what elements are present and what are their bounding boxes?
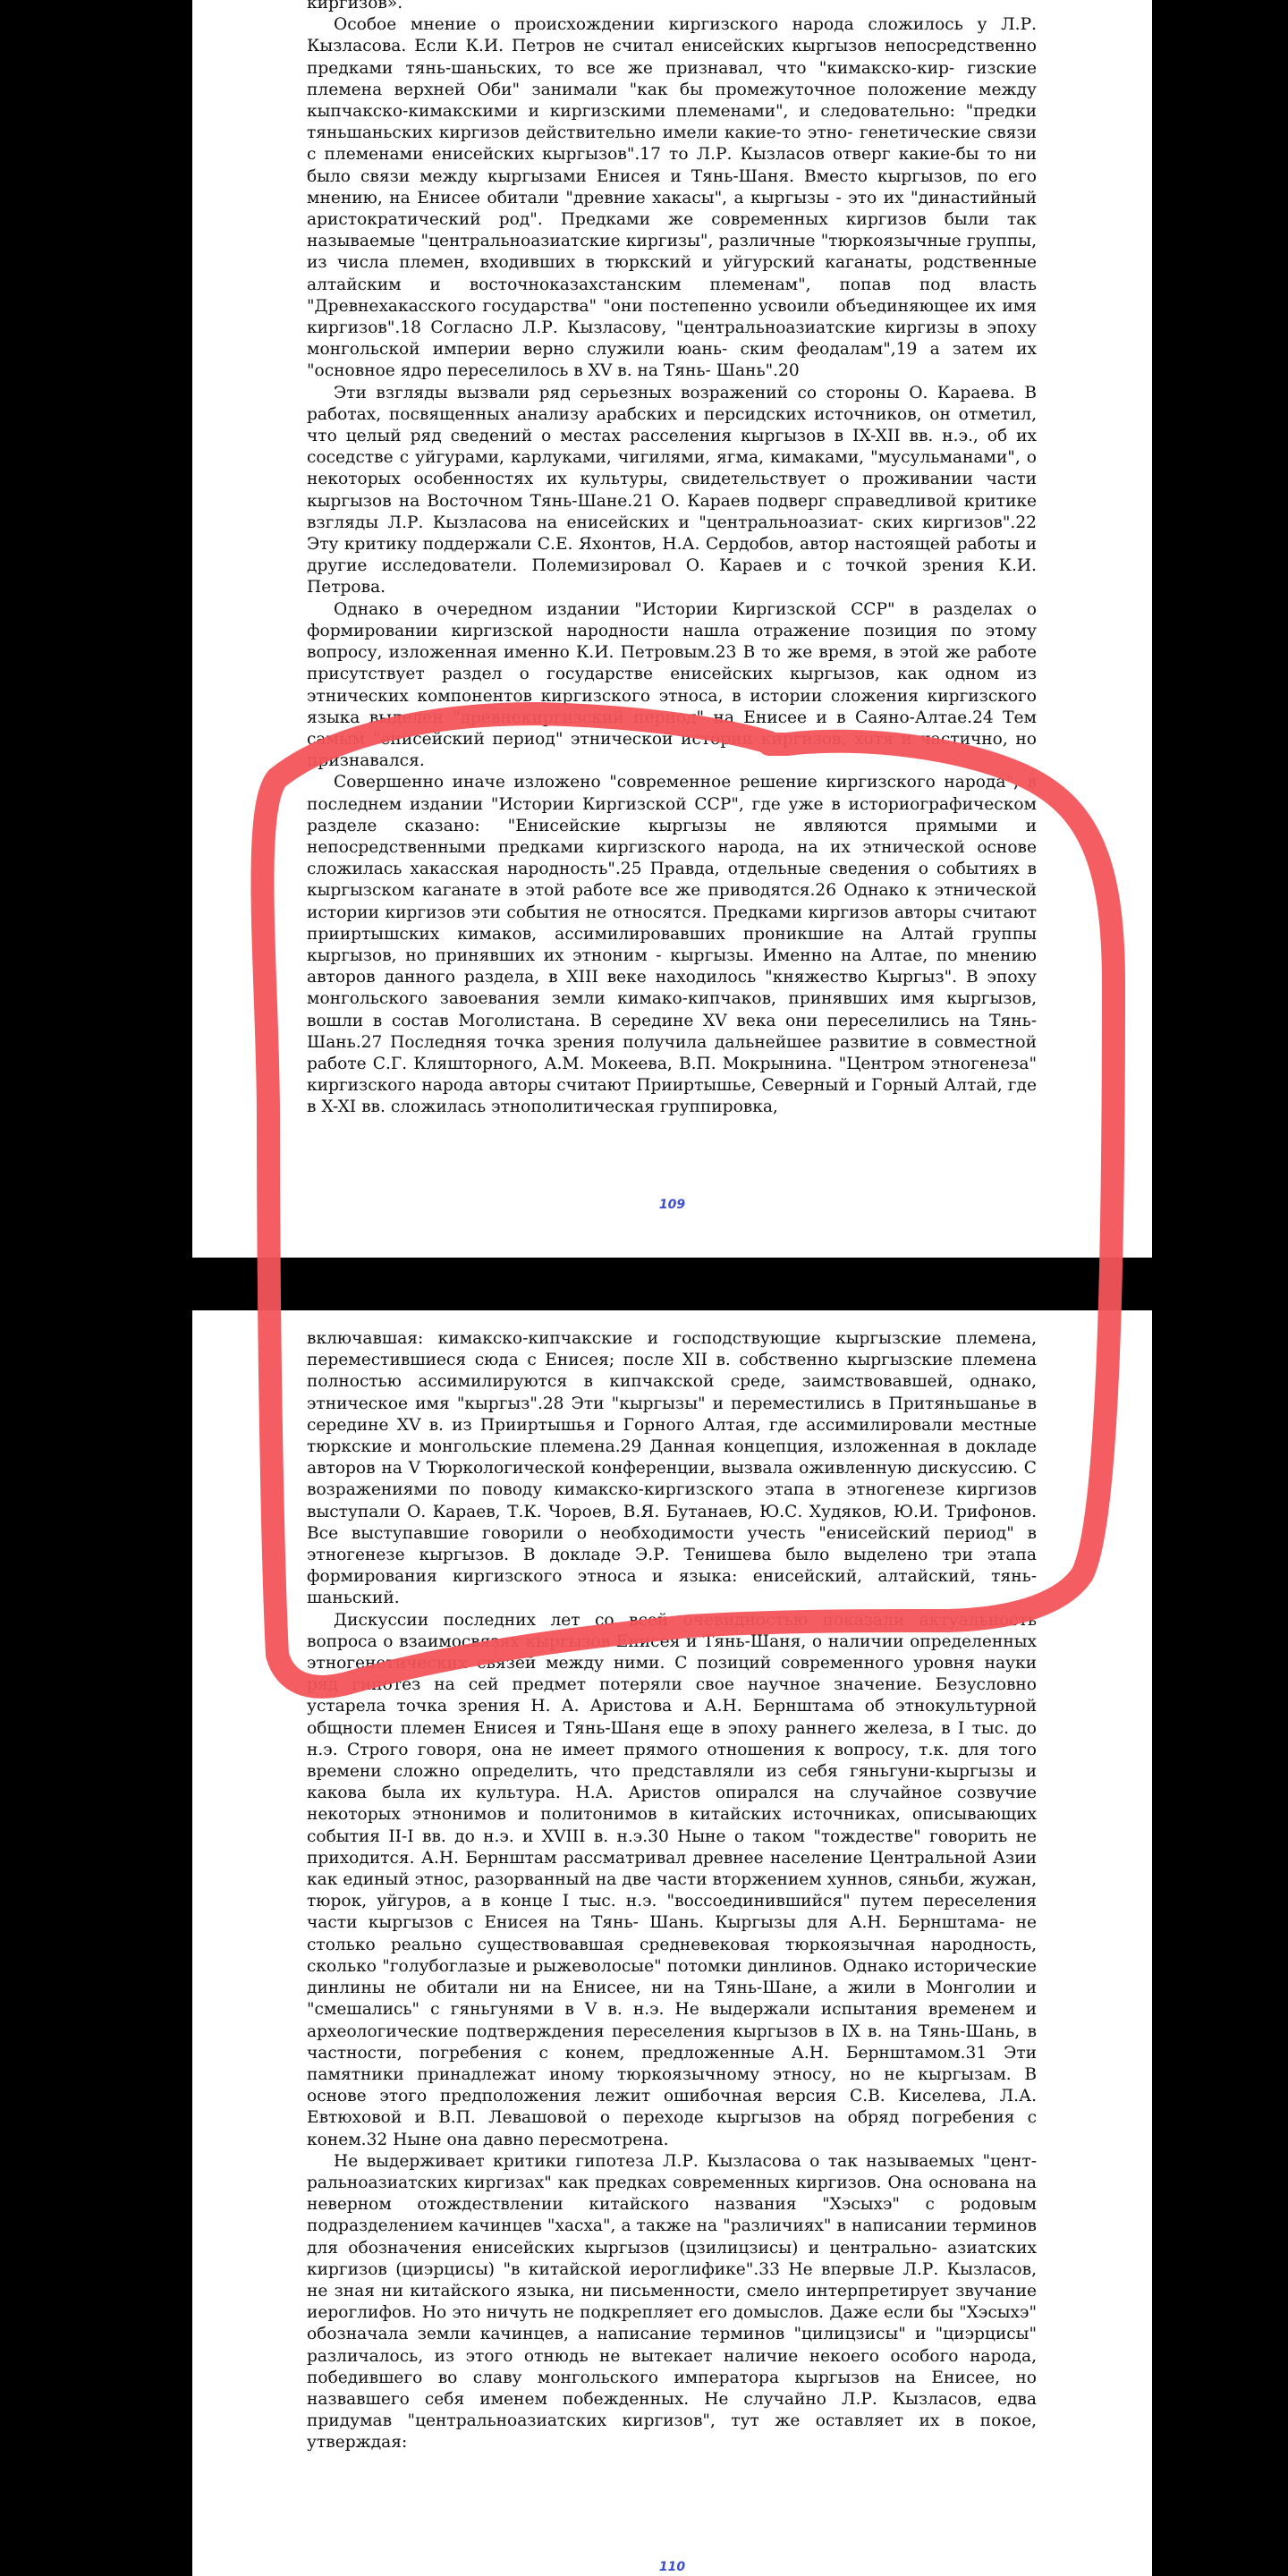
paragraph: включавшая: кимакско-кипчакские и господствующие кыргызские племена, переместившиеся сюда с Енисея; после XII в. собственно кыргызские племена полностью ассимилируются в кипчакской среде, заимствовавшей, однако, этническое имя "кыргыз".28 Эти "кыргызы" и переместились в Притяньшанье в середине XV в. из Прииртышья и Горного Алтая, где ассимилировали местные тюркские и монгольские племена.29 Данная концепция, изложенная в докладе авторов на V Тюркологической конференции, вызвала оживленную дискуссию. С возражениями по поводу кимакско-киргизского этапа в этногенезе киргизов выступали О. Караев, Т.К. Чороев, В.Я. Бутанаев, Ю.С. Худяков, Ю.И. Трифонов. Все выступавшие говорили о необходимости учесть "енисейский период" в этногенезе кыргызов. В докладе Э.Р. Тенишева было выделено три этапа формирования киргизского этноса и языка: енисейский, алтайский, тянь-шаньский.: [307, 1329, 1037, 1608]
paragraph: киргизов».: [307, 0, 403, 13]
document-page-109: [192, 0, 1152, 1258]
page-number: 110: [658, 2560, 686, 2574]
paragraph: Дискуссии последних лет со всей очевидностью показали актуальность вопроса о взаимосвязях кыргызов Енисея и Тянь-Шаня, о наличии определенных этногенетических связей между ними. С позиций современного уровня науки ряд гипотез на сей предмет потеряли свое научное значение. Безусловно устарела точка зрения Н. А. Аристова и А.Н. Бернштама об этнокультурной общности племен Енисея и Тянь-Шаня еще в эпоху раннего железа, в I тыс. до н.э. Строго говоря, она не имеет прямого отношения к вопросу, т.к. для того времени сложно определить, что представляли из себя гяньгуни-кыргызы и какова была их культура. Н.А. Аристов опирался на случайное созвучие некоторых этнонимов и политонимов в китайских источниках, описывающих события II-I вв. до н.э. и XVIII в. н.э.30 Ныне о таком "тождестве" говорить не приходится. А.Н. Бернштам рассматривал древнее население Центральной Азии как единый этнос, разорванный на две части вторжением хуннов, сяньби, жужан, тюрок, уйгуров, а в конце I тыс. н.э. "воссоединившийся" путем переселения части кыргызов с Енисея на Тянь- Шань. Кыргызы для А.Н. Бернштама- не столько реально существовавшая средневековая тюркоязычная народность, сколько "голубоглазые и рыжеволосые" потомки динлинов. Однако исторические динлины не обитали ни на Енисее, ни на Тянь-Шане, а жили в Монголии и "смешались" с гяньгунями в V в. н.э. Не выдержали испытания временем и археологические подтверждения переселения кыргызов в IX в. на Тянь-Шань, в частности, погребения с конем, предложенные А.Н. Бернштамом.31 Эти памятники принадлежат иному тюркоязычному этносу, но не кыргызам. В основе этого предположения лежит ошибочная версия С.В. Киселева, Л.А. Евтюховой и В.П. Левашовой о переходе кыргызов на обряд погребения с конем.32 Ныне она давно пересмотрена.: [307, 1610, 1037, 2149]
paragraph: Совершенно иначе изложено "современное решение киргизского народа", в последнем издании "Истории Киргизской ССР", где уже в историографическом разделе сказано: "Енисейские кыргызы не являются прямыми и непосредственными предками киргизского народа, на их этнической основе сложилась хакасская народность".25 Правда, отдельные сведения о событиях в кыргызском каганате в этой работе все же приводятся.26 Однако к этнической истории киргизов эти события не относятся. Предками киргизов авторы считают прииртышских кимаков, ассимилировавших проникшие на Алтай группы кыргызов, но принявших их этноним - кыргызы. Именно на Алтае, по мнению авторов данного раздела, в XIII веке находилось "княжество Кыргыз". В эпоху монгольского завоевания земли кимако-кипчаков, принявших имя кыргызов, вошли в состав Моголистана. В середине XV века они переселились на Тянь-Шань.27 Последняя точка зрения получила дальнейшее развитие в совместной работе С.Г. Кляшторного, А.М. Мокеева, В.П. Мокрынина. "Центром этногенеза" киргизского народа авторы считают Прииртышье, Северный и Горный Алтай, где в X-XI вв. сложилась этнополитическая группировка,: [307, 773, 1037, 1117]
page-text-body: [307, 0, 1037, 1119]
page-text-body: [307, 1328, 1037, 2454]
page-number: 109: [658, 1198, 686, 1212]
document-page-110: [192, 1310, 1152, 2576]
paragraph: Эти взгляды вызвали ряд серьезных возражений со стороны О. Караева. В работах, посвященных анализу арабских и персидских источников, он отметил, что целый ряд сведений о местах расселения кыргызов в IX-XII вв. н.э., об их соседстве с уйгурами, карлуками, чигилями, ягма, кимаками, "мусульманами", о некоторых особенностях их культуры, свидетельствует о проживании части кыргызов на Восточном Тянь-Шане.21 О. Караев подверг справедливой критике взгляды Л.Р. Кызласова на енисейских и "центральноазиат- ских киргизов".22 Эту критику поддержали С.Е. Яхонтов, Н.А. Сердобов, автор настоящей работы и другие исследователи. Полемизировал О. Караев и с точкой зрения К.И. Петрова.: [307, 383, 1037, 597]
paragraph: Особое мнение о происхождении киргизского народа сложилось у Л.Р. Кызласова. Если К.И. Петров не считал енисейских кыргызов непосредственно предками тянь-шаньских, то все же признавал, что "кимакско-кир- гизские племена верхней Оби" занимали "как бы промежуточное положение между кыпчакско-кимакскими и киргизскими племенами", и следовательно: "предки тяньшаньских киргизов действительно имели какие-то этно- генетические связи с племенами енисейских кыргызов".17 то Л.Р. Кызласов отверг какие-бы то ни было связи между кыргызами Енисея и Тянь-Шаня. Вместо кыргызов, по его мнению, на Енисее обитали "древние хакасы", а кыргызы - это их "династийный аристократический род". Предками же современных киргизов были так называемые "центральноазиатские киргизы", различные "тюркоязычные группы, из числа племен, входивших в тюркский и уйгурский каганаты, родственные алтайским и восточноказахстанским племенам", попав под власть "Древнехакасского государства" "они постепенно усвоили объединяющее их имя киргизов".18 Согласно Л.Р. Кызласову, "центральноазиатские киргизы в эпоху монгольской империи верно служили юань- ским феодалам",19 а затем их "основное ядро переселилось в XV в. на Тянь- Шань".20: [307, 15, 1037, 381]
paragraph: Не выдерживает критики гипотеза Л.Р. Кызласова о так называемых "цент- ральноазиатских киргизах" как предках современных киргизов. Она основана на неверном отождествлении китайского названия "Хэсыхэ" с родовым подразделением качинцев "хасха", а также на "различиях" в написании терминов для обозначения енисейских кыргызов (цзилицзисы) и центрально- азиатских киргизов (циэрцисы) "в китайской иероглифике".33 Не впервые Л.Р. Кызласов, не зная ни китайского языка, ни письменности, смело интерпретирует звучание иероглифов. Но это ничуть не подкрепляет его домыслов. Даже если бы "Хэсыхэ" обозначала земли качинцев, а написание терминов "цилицзисы" и "циэрцисы" различалось, из этого отнюдь не вытекает наличие некоего особого народа, победившего во славу монгольского императора кыргызов на Енисее, но назвавшего себя именем побежденных. Не случайно Л.Р. Кызласов, едва придумав "центральноазиатских киргизов", тут же оставляет их в покое, утверждая:: [307, 2151, 1037, 2453]
paragraph: Однако в очередном издании "Истории Киргизской ССР" в разделах о формировании киргизской народности нашла отражение позиция по этому вопросу, изложенная именно К.И. Петровым.23 В то же время, в этой же работе присутствует раздел о государстве енисейских кыргызов, как одном из этнических компонентов киргизского этноса, в истории сложения киргизского языка выделен "древнекиргизский период" на Енисее и в Саяно-Алтае.24 Тем самым "енисейский период" этнической истории киргизов, хотя и частично, но признавался.: [307, 599, 1037, 771]
